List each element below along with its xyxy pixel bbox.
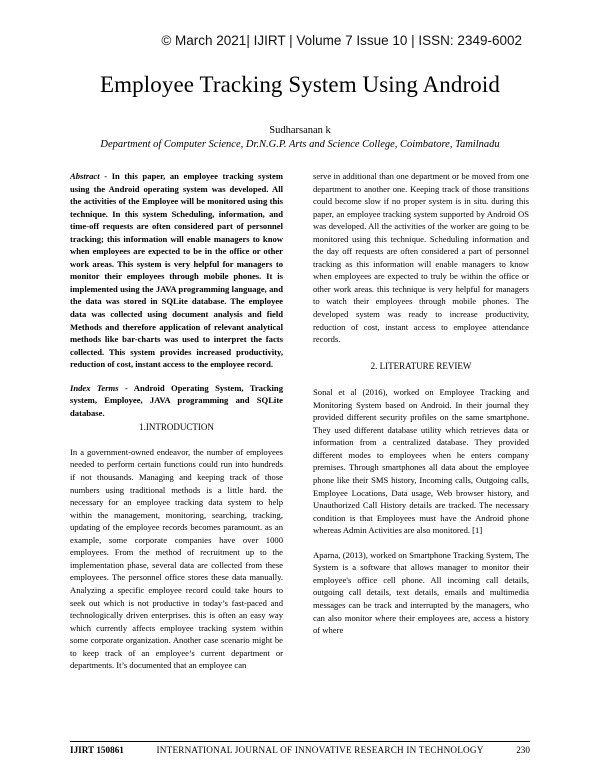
abstract-text: - In this paper, an employee tracking system using the Android operating system was developed. All the activities of the Employee will be monitored using this technique. In this system Scheduling, information, and time-off requests are often considered part of personnel tracking; this information will enable managers to know when employees are expected to be in the office or other work areas. This system is very helpful for managers to monitor their employees through mobile phones. It is implemented using the JAVA programming language, and the data was stored in SQLite database. The employee data was collected using document analysis and field Methods and therefore application of relevant analytical methods like bar-charts was used to interpret the facts collected. This system provides increased productivity, reduction of cost, instant access to the employee record. <box>70 171 283 370</box>
section-heading-introduction: 1.INTRODUCTION <box>139 422 214 433</box>
footer-journal-name: INTERNATIONAL JOURNAL OF INNOVATIVE RESEARCH IN TECHNOLOGY <box>156 745 484 755</box>
section-heading-literature-review: 2. LITERATURE REVIEW <box>370 360 472 371</box>
left-column <box>70 170 283 672</box>
abstract <box>70 170 283 371</box>
footer-page-number: 230 <box>516 745 530 755</box>
journal-citation-header: © March 2021| IJIRT | Volume 7 Issue 10 | ISSN: 2349-6002 <box>161 33 522 48</box>
index-terms <box>70 382 283 420</box>
author-name: Sudharsanan k <box>269 125 331 136</box>
literature-paragraph-2: Aparna, (2013), worked on Smartphone Tracking System, The System is a software that allows manager to monitor their employee's office cell phone. All incoming call details, outgoing call details, text details, emails and multimedia messages can be track and interrupted by the managers, who can also monitor where their employees are, access a history of where <box>313 549 529 636</box>
introduction-continued-paragraph: serve in additional than one department or be moved from one department to another one. Keeping track of those transitions could become slow if no proper system is in situ. during this paper, an employee tracking system supported by Android OS was developed. All the activities of the worker are going to be monitored using this technique. Scheduling information and the day off requests are often considered a part of personnel tracking as this information will enable managers to know when employees are expected to truly be within the office or other work areas. this technique is very helpful for managers to watch their employees through mobile phones. The developed system was ready to increase productivity, reduction of cost, instant access to employee attendance records. <box>313 171 529 345</box>
footer-paper-id: IJIRT 150861 <box>70 745 124 755</box>
introduction-paragraph: In a government-owned endeavor, the number of employees needed to perform certain functions could run into hundreds if not thousands. Managing and keeping track of those numbers using traditional methods is a little hard. the necessary for an employee tracking data system to help within the management, monitoring, searching, tracking, updating of the employee records becomes paramount. as an example, some corporate companies have over 1000 employees. From the method of recruitment up to the implementation phase, several data are collected from these employees. The personnel office stores these data manually. Analyzing a specific employee record could take hours to seek out which is not productive in today’s fast-paced and technologically driven enterprises. this is often an easy way which currently affects employee tracking system within some corporate organization. Another case scenario might be to keep track of an employee’s current department or departments. It’s documented that an employee can <box>70 446 283 671</box>
right-column <box>313 170 529 637</box>
index-terms-label: Index Terms <box>70 382 119 393</box>
literature-paragraph-1: Sonal et al (2016), worked on Employee Tracking and Monitoring System based on Android. In their journal they provided different security profiles on the same smartphone. They used different database utility which retrieves data or information from a centralized database. They provided different modes to employees when he enters company premises. Through smartphones all data about the employee phone like their SMS history, Incoming calls, Outgoing calls, Employee Locations, Data usage, Web browser history, and Unauthorized Call History details are tracked. The necessary condition is that Employees must have the Android phone whereas Admin Activities are also monitored. [1] <box>313 387 529 536</box>
abstract-label: Abstract <box>70 171 100 181</box>
paper-title: Employee Tracking System Using Android <box>100 72 500 97</box>
page-footer <box>70 741 530 755</box>
author-affiliation: Department of Computer Science, Dr.N.G.P. Arts and Science College, Coimbatore, Tamilnadu <box>100 139 500 150</box>
index-terms-text: - Android Operating System, Tracking system, Employee, JAVA programming and SQLite database. <box>70 382 284 418</box>
